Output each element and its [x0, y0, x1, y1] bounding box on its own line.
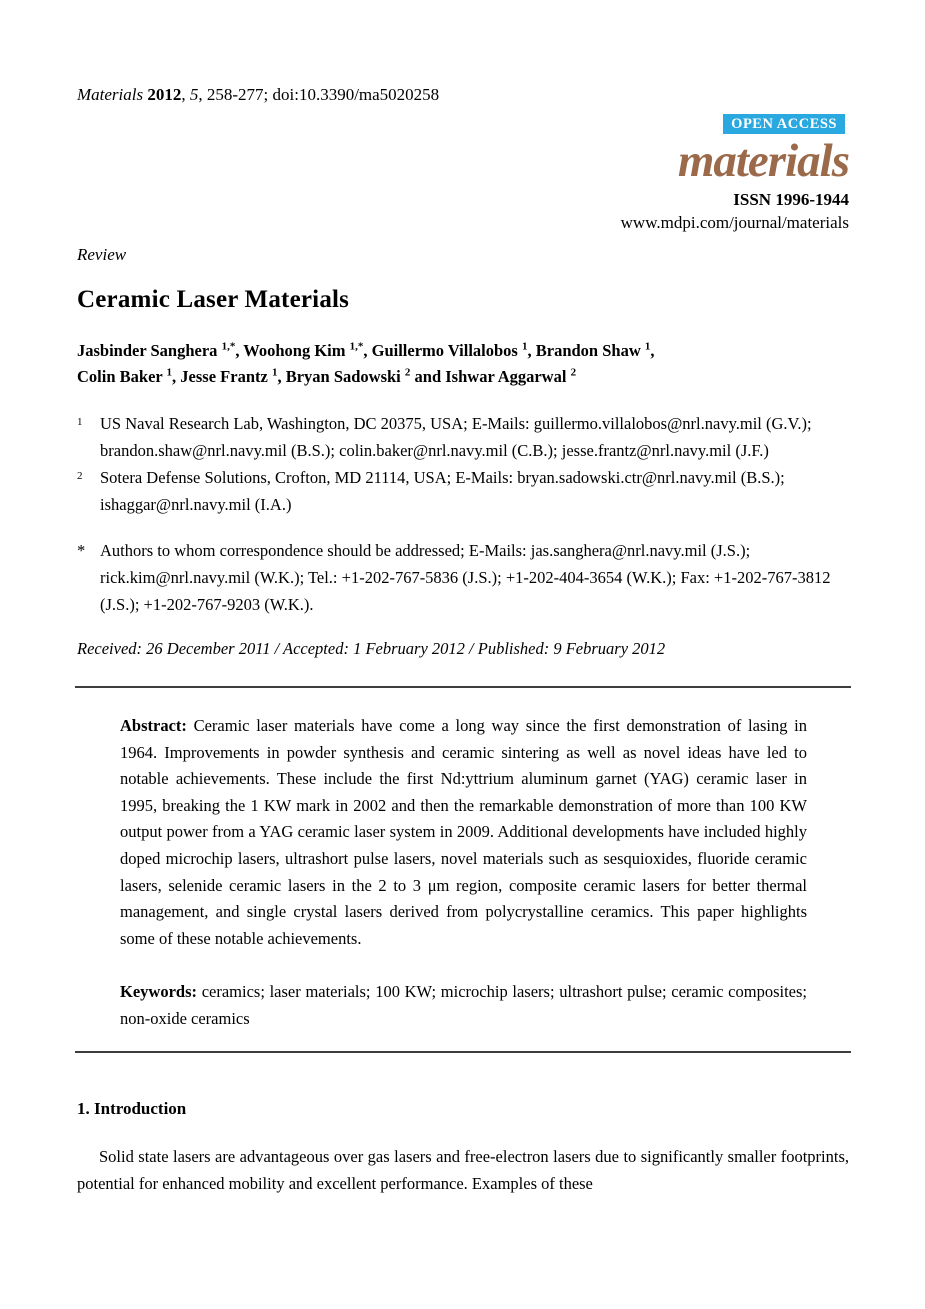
correspondence-note	[77, 537, 849, 618]
citation-sep: ,	[181, 85, 190, 104]
keywords-text: ceramics; laser materials; 100 KW; microchip lasers; ultrashort pulse; ceramic composites; non-oxide ceramics	[120, 982, 807, 1028]
author-list	[77, 338, 849, 390]
keywords-label: Keywords:	[120, 982, 197, 1002]
author-sep: ,	[172, 367, 181, 386]
section-heading-introduction: 1. Introduction	[77, 1098, 187, 1118]
author-affil-mark: 1	[521, 340, 528, 353]
affiliation-marker: 2	[77, 470, 83, 482]
author-name: Colin Baker	[77, 367, 163, 386]
abstract-label: Abstract:	[120, 716, 187, 735]
affiliation-text: Sotera Defense Solutions, Crofton, MD 21114, USA; E-Mails: bryan.sadowski.ctr@nrl.navy.mil (B.S.); ishaggar@nrl.navy.mil (I.A.)	[100, 468, 785, 514]
correspondence-marker: *	[77, 541, 86, 560]
affiliation-text: US Naval Research Lab, Washington, DC 20375, USA; E-Mails: guillermo.villalobos@nrl.navy.mil (G.V.); brandon.shaw@nrl.navy.mil (B.S.); colin.baker@nrl.navy.mil (C.B.); jesse.frantz@nrl.navy.mil (J.F.)	[100, 414, 812, 460]
journal-name: Materials	[77, 85, 144, 104]
author-affil-mark: 2	[404, 366, 411, 379]
journal-url: www.mdpi.com/journal/materials	[620, 213, 849, 232]
author-affil-mark: 1	[271, 366, 278, 379]
author-name: Jesse Frantz	[180, 367, 268, 386]
abstract-text: Ceramic laser materials have come a long way since the first demonstration of lasing in 1964. Improvements in powder synthesis and ceramic sintering as well as novel ideas have led to notable achievements. These include the first Nd:yttrium aluminum garnet (YAG) ceramic laser in 1995, breaking the 1 KW mark in 2002 and then the remarkable demonstration of more than 100 KW output power from a YAG ceramic laser system in 2009. Additional developments have included highly doped microchip lasers, ultrashort pulse lasers, novel materials such as sesquioxides, fluoride ceramic lasers, selenide ceramic lasers in the 2 to 3 μm region, composite ceramic lasers for better thermal management, and single crystal lasers derived from polycrystalline ceramics. This paper highlights some of these notable achievements.	[120, 716, 807, 948]
issn-line: ISSN 1996-1944	[733, 190, 849, 209]
keywords	[120, 979, 807, 1032]
page-content	[77, 0, 849, 1197]
divider-rule-bottom	[75, 1051, 851, 1053]
affiliation-2	[77, 464, 849, 518]
author-sep: ,	[363, 341, 372, 360]
author-name: Guillermo Villalobos	[371, 341, 518, 360]
journal-volume: 5	[189, 85, 199, 104]
open-access-badge: OPEN ACCESS	[723, 114, 845, 134]
journal-citation-line	[77, 85, 849, 104]
author-line-1	[77, 338, 849, 364]
author-sep: ,	[277, 367, 286, 386]
author-affil-mark: 1	[644, 340, 651, 353]
introduction-paragraph: Solid state lasers are advantageous over gas lasers and free-electron lasers due to significantly smaller footprints, potential for enhanced mobility and excellent performance. Examples of these	[77, 1146, 849, 1193]
author-name: Brandon Shaw	[535, 341, 641, 360]
author-name: Jasbinder Sanghera	[77, 341, 218, 360]
author-sep: ,	[235, 341, 244, 360]
author-name: Bryan Sadowski	[285, 367, 401, 386]
article-title: Ceramic Laser Materials	[77, 286, 350, 313]
dates-line: Received: 26 December 2011 / Accepted: 1 February 2012 / Published: 9 February 2012	[77, 639, 666, 658]
author-sep: ,	[650, 341, 655, 360]
author-line-2	[77, 364, 849, 390]
correspondence-text: Authors to whom correspondence should be addressed; E-Mails: jas.sanghera@nrl.navy.mil (J.S.); rick.kim@nrl.navy.mil (W.K.); Tel.: +1-202-767-5836 (J.S.); +1-202-404-3654 (W.K.); Fax: +1-202-767-3812 (J.S.); +1-202-767-9203 (W.K.).	[100, 541, 831, 614]
author-affil-mark: 1,*	[349, 340, 364, 353]
citation-rest: , 258-277; doi:10.3390/ma5020258	[198, 85, 440, 104]
affiliation-list	[77, 410, 849, 518]
journal-year: 2012	[147, 85, 182, 104]
author-affil-mark: 2	[570, 366, 577, 379]
author-affil-mark: 1,*	[221, 340, 236, 353]
affiliation-1	[77, 410, 849, 464]
article-type-label: Review	[77, 245, 127, 264]
correspondence-block	[77, 537, 849, 618]
author-name: Woohong Kim	[243, 341, 346, 360]
affiliation-marker: 1	[77, 416, 83, 428]
author-sep: and	[410, 367, 446, 386]
open-access-badge-row	[77, 114, 845, 134]
journal-logo: materials	[677, 135, 849, 187]
author-sep: ,	[527, 341, 536, 360]
author-affil-mark: 1	[166, 366, 173, 379]
abstract	[120, 713, 807, 952]
author-name: Ishwar Aggarwal	[445, 367, 567, 386]
divider-rule-top	[75, 686, 851, 688]
